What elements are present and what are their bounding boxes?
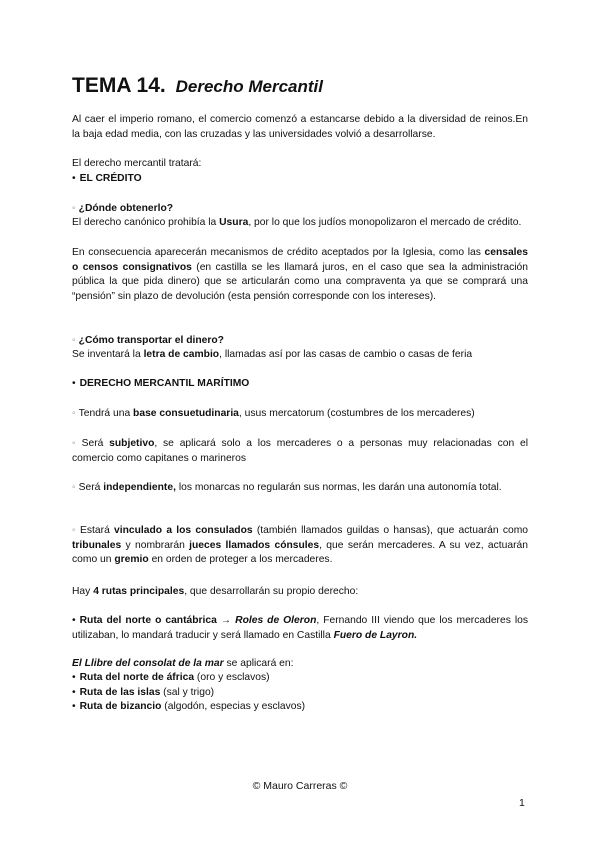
maritimo-item-3: ◦ Será independiente, los monarcas no regularán sus normas, les darán una autonomía total.: [72, 482, 502, 493]
bullet-icon: •: [72, 173, 76, 184]
intro-paragraph: Al caer el imperio romano, el comercio comenzó a estancarse debido a la diversidad de reinos.En la baja edad media, con las cruzadas y las universidades volvió a desarrollarse.: [72, 114, 528, 140]
title-subject: Derecho Mercantil: [175, 77, 323, 96]
usura-paragraph: El derecho canónico prohibía la Usura, por lo que los judíos monopolizaron el mercado de crédito.: [72, 217, 522, 228]
ring-bullet-icon: ◦: [72, 203, 76, 214]
list-item: • Ruta de bizancio (algodón, especias y esclavos): [72, 701, 306, 713]
maritimo-item-1: ◦ Tendrá una base consuetudinaria, usus mercatorum (costumbres de los mercaderes): [72, 408, 475, 419]
question-transportar: ◦ ¿Cómo transportar el dinero?: [72, 335, 224, 346]
bullet-icon: •: [72, 615, 76, 626]
question-donde: ◦ ¿Dónde obtenerlo?: [72, 203, 174, 214]
ruta-norte-paragraph: • Ruta del norte o cantábrica → Roles de Oleron, Fernando III viendo que los mercaderes los utilizaban, lo mandará traducir y será llamado en Castilla Fuero de Layron.: [72, 615, 529, 641]
footer-credit: © Mauro Carreras ©: [252, 780, 348, 792]
ring-bullet-icon: ◦: [72, 335, 76, 346]
bullet-icon: •: [72, 378, 76, 389]
letra-cambio-paragraph: Se inventará la letra de cambio, llamadas así por las casas de cambio o casas de feria: [72, 349, 473, 360]
tratara-line: El derecho mercantil tratará:: [72, 158, 202, 169]
ring-bullet-icon: ◦: [72, 438, 79, 449]
list-item: • Ruta del norte de áfrica (oro y esclavos): [72, 672, 270, 683]
maritimo-item-2: ◦ Será subjetivo, se aplicará solo a los mercaderes o a personas muy relacionadas con el comercio como capitanes o marineros: [72, 438, 528, 464]
page-title: [72, 74, 323, 98]
title-number: TEMA 14.: [72, 74, 166, 97]
rutas-list: [72, 671, 528, 715]
maritimo-item-4: ◦ Estará vinculado a los consulados (también llamados guildas o hansas), que actuarán como tribunales y nombrarán jueces llamados cónsules, que serán mercaderes. A su vez, actuarán como un gremio en orden de proteger a los mercaderes.: [72, 525, 529, 566]
ring-bullet-icon: ◦: [72, 482, 76, 493]
censales-paragraph: En consecuencia aparecerán mecanismos de crédito aceptados por la Iglesia, como las censales o censos consignativos (en castilla se les llamará juros, en el caso que sea la administración pública la que pida dinero) que se articularán como una compraventa ya que se comprará una “pensión” sin plazo de devolución (esta pensión corresponde con los intereses).: [72, 247, 528, 302]
list-item: • Ruta de las islas (sal y trigo): [72, 686, 215, 698]
ring-bullet-icon: ◦: [72, 525, 78, 536]
rutas-intro: Hay 4 rutas principales, que desarrollarán su propio derecho:: [72, 586, 359, 597]
llibre-line: El Llibre del consolat de la mar se aplicará en:: [72, 658, 294, 669]
page-number: 1: [519, 797, 525, 809]
credito-heading: • EL CRÉDITO: [72, 172, 528, 187]
maritimo-heading: • DERECHO MERCANTIL MARÍTIMO: [72, 377, 528, 392]
ring-bullet-icon: ◦: [72, 408, 76, 419]
